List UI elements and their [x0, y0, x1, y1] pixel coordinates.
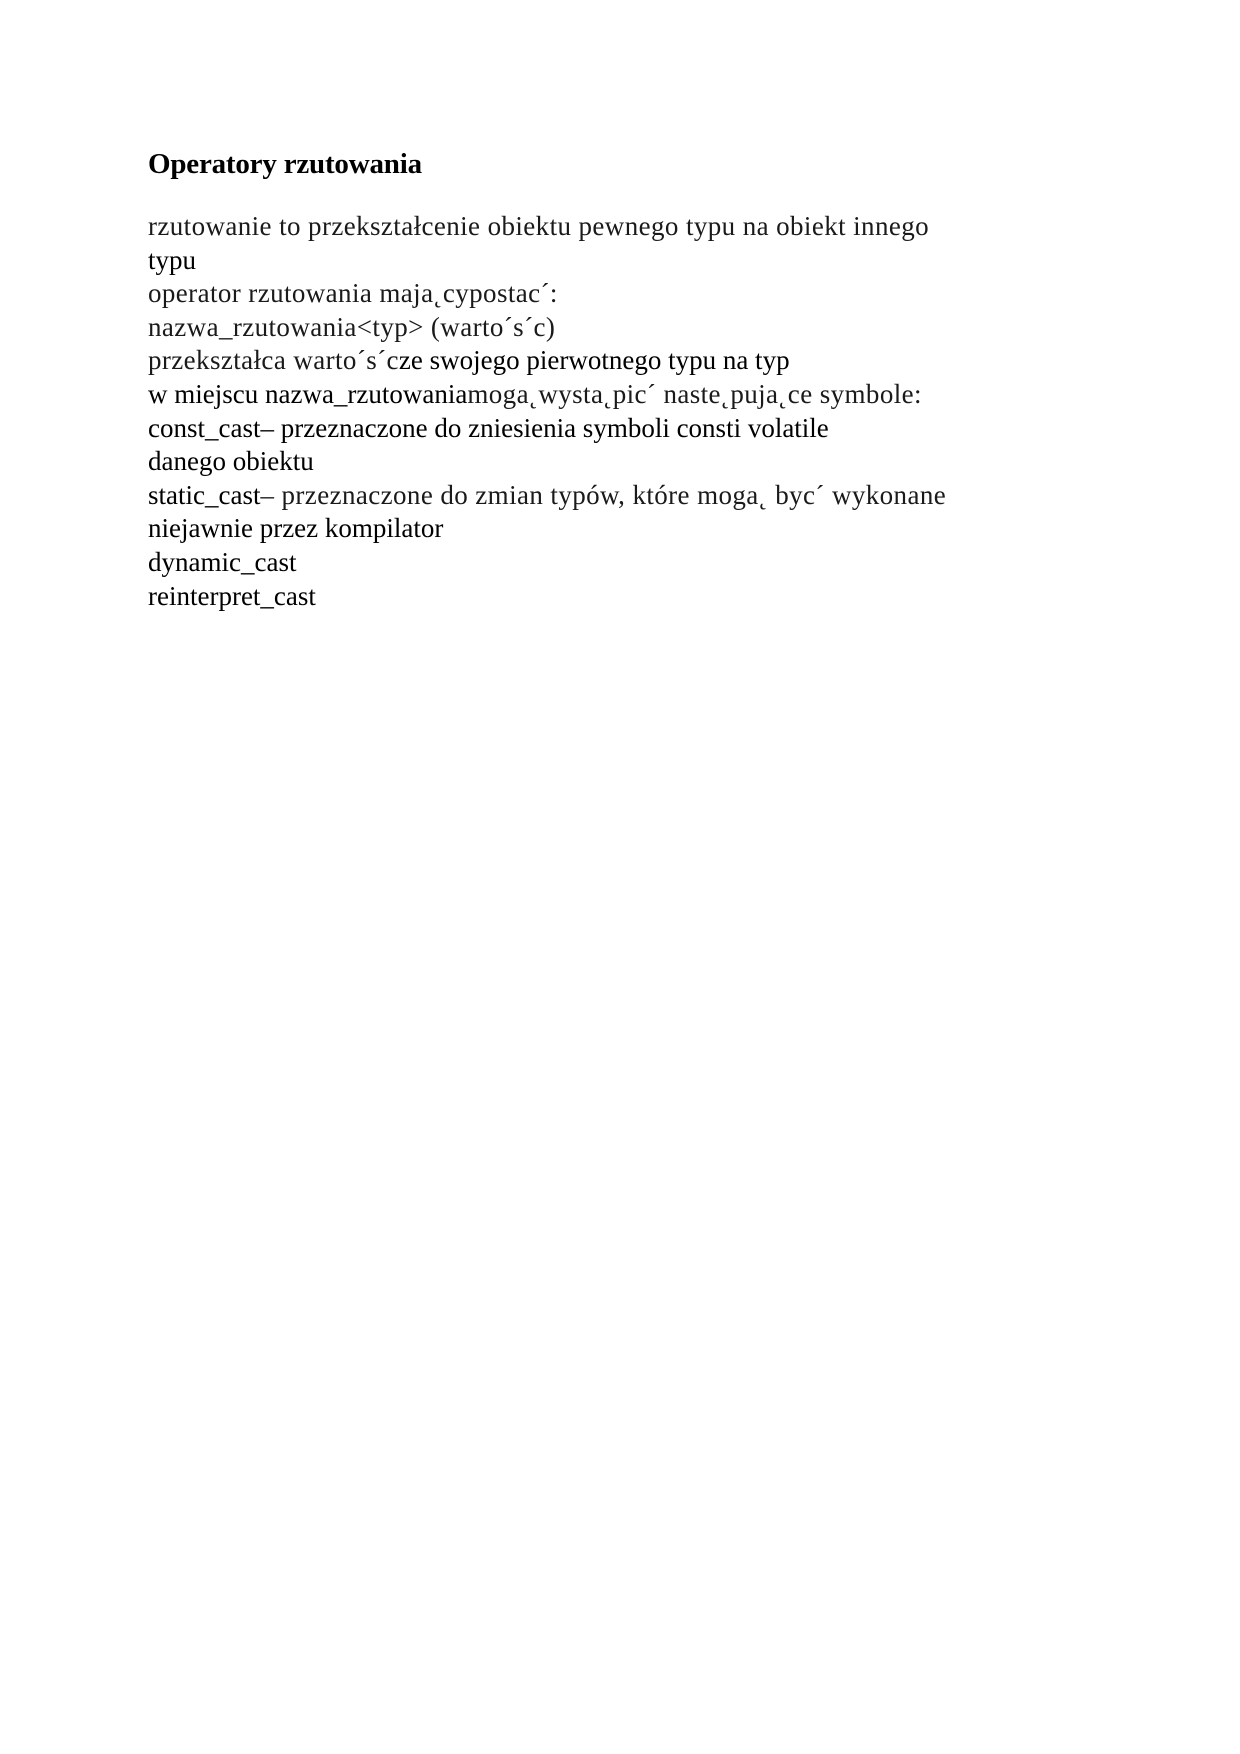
- text-segment: rzutowanie to przekształcenie obiektu pewnego typu na obiekt innego: [148, 211, 930, 241]
- text-segment: operator rzutowania maja˛cypostac´:: [148, 278, 558, 309]
- document-content: [148, 146, 1048, 613]
- text-line: [148, 378, 1048, 412]
- text-segment: static_cast: [148, 479, 261, 510]
- text-segment: – przeznaczone do zmian typów, które moga˛ byc´ wykonane: [260, 479, 947, 510]
- document-body: [148, 210, 1048, 613]
- text-segment: moga˛wysta˛pic´ naste˛puja˛ce symbole:: [467, 378, 922, 409]
- text-segment: – przeznaczone do zniesienia symboli consti volatile: [260, 412, 829, 443]
- text-line: [148, 445, 1048, 479]
- text-segment: przekształca warto´s´c: [148, 345, 399, 376]
- text-line: [148, 244, 1048, 278]
- text-line: [148, 344, 1048, 378]
- text-line: [148, 546, 1048, 580]
- text-line: [148, 479, 1048, 513]
- document-title: Operatory rzutowania: [148, 148, 422, 180]
- text-segment: w miejscu nazwa_rzutowania: [148, 378, 468, 409]
- text-segment: reinterpret_cast: [148, 580, 316, 611]
- text-segment: ze swojego pierwotnego typu na typ: [398, 345, 790, 376]
- text-segment: dynamic_cast: [148, 546, 297, 577]
- text-segment: const_cast: [148, 412, 261, 443]
- text-segment: nazwa_rzutowania<typ> (warto´s´c): [148, 311, 556, 342]
- text-segment: niejawnie przez kompilator: [148, 513, 444, 544]
- text-line: [148, 311, 1048, 345]
- text-line: [148, 512, 1048, 546]
- text-line: [148, 277, 1048, 311]
- text-line: [148, 210, 1048, 244]
- text-segment: typu: [148, 244, 197, 275]
- text-line: [148, 580, 1048, 614]
- text-line: [148, 412, 1048, 446]
- text-segment: danego obiektu: [148, 446, 314, 477]
